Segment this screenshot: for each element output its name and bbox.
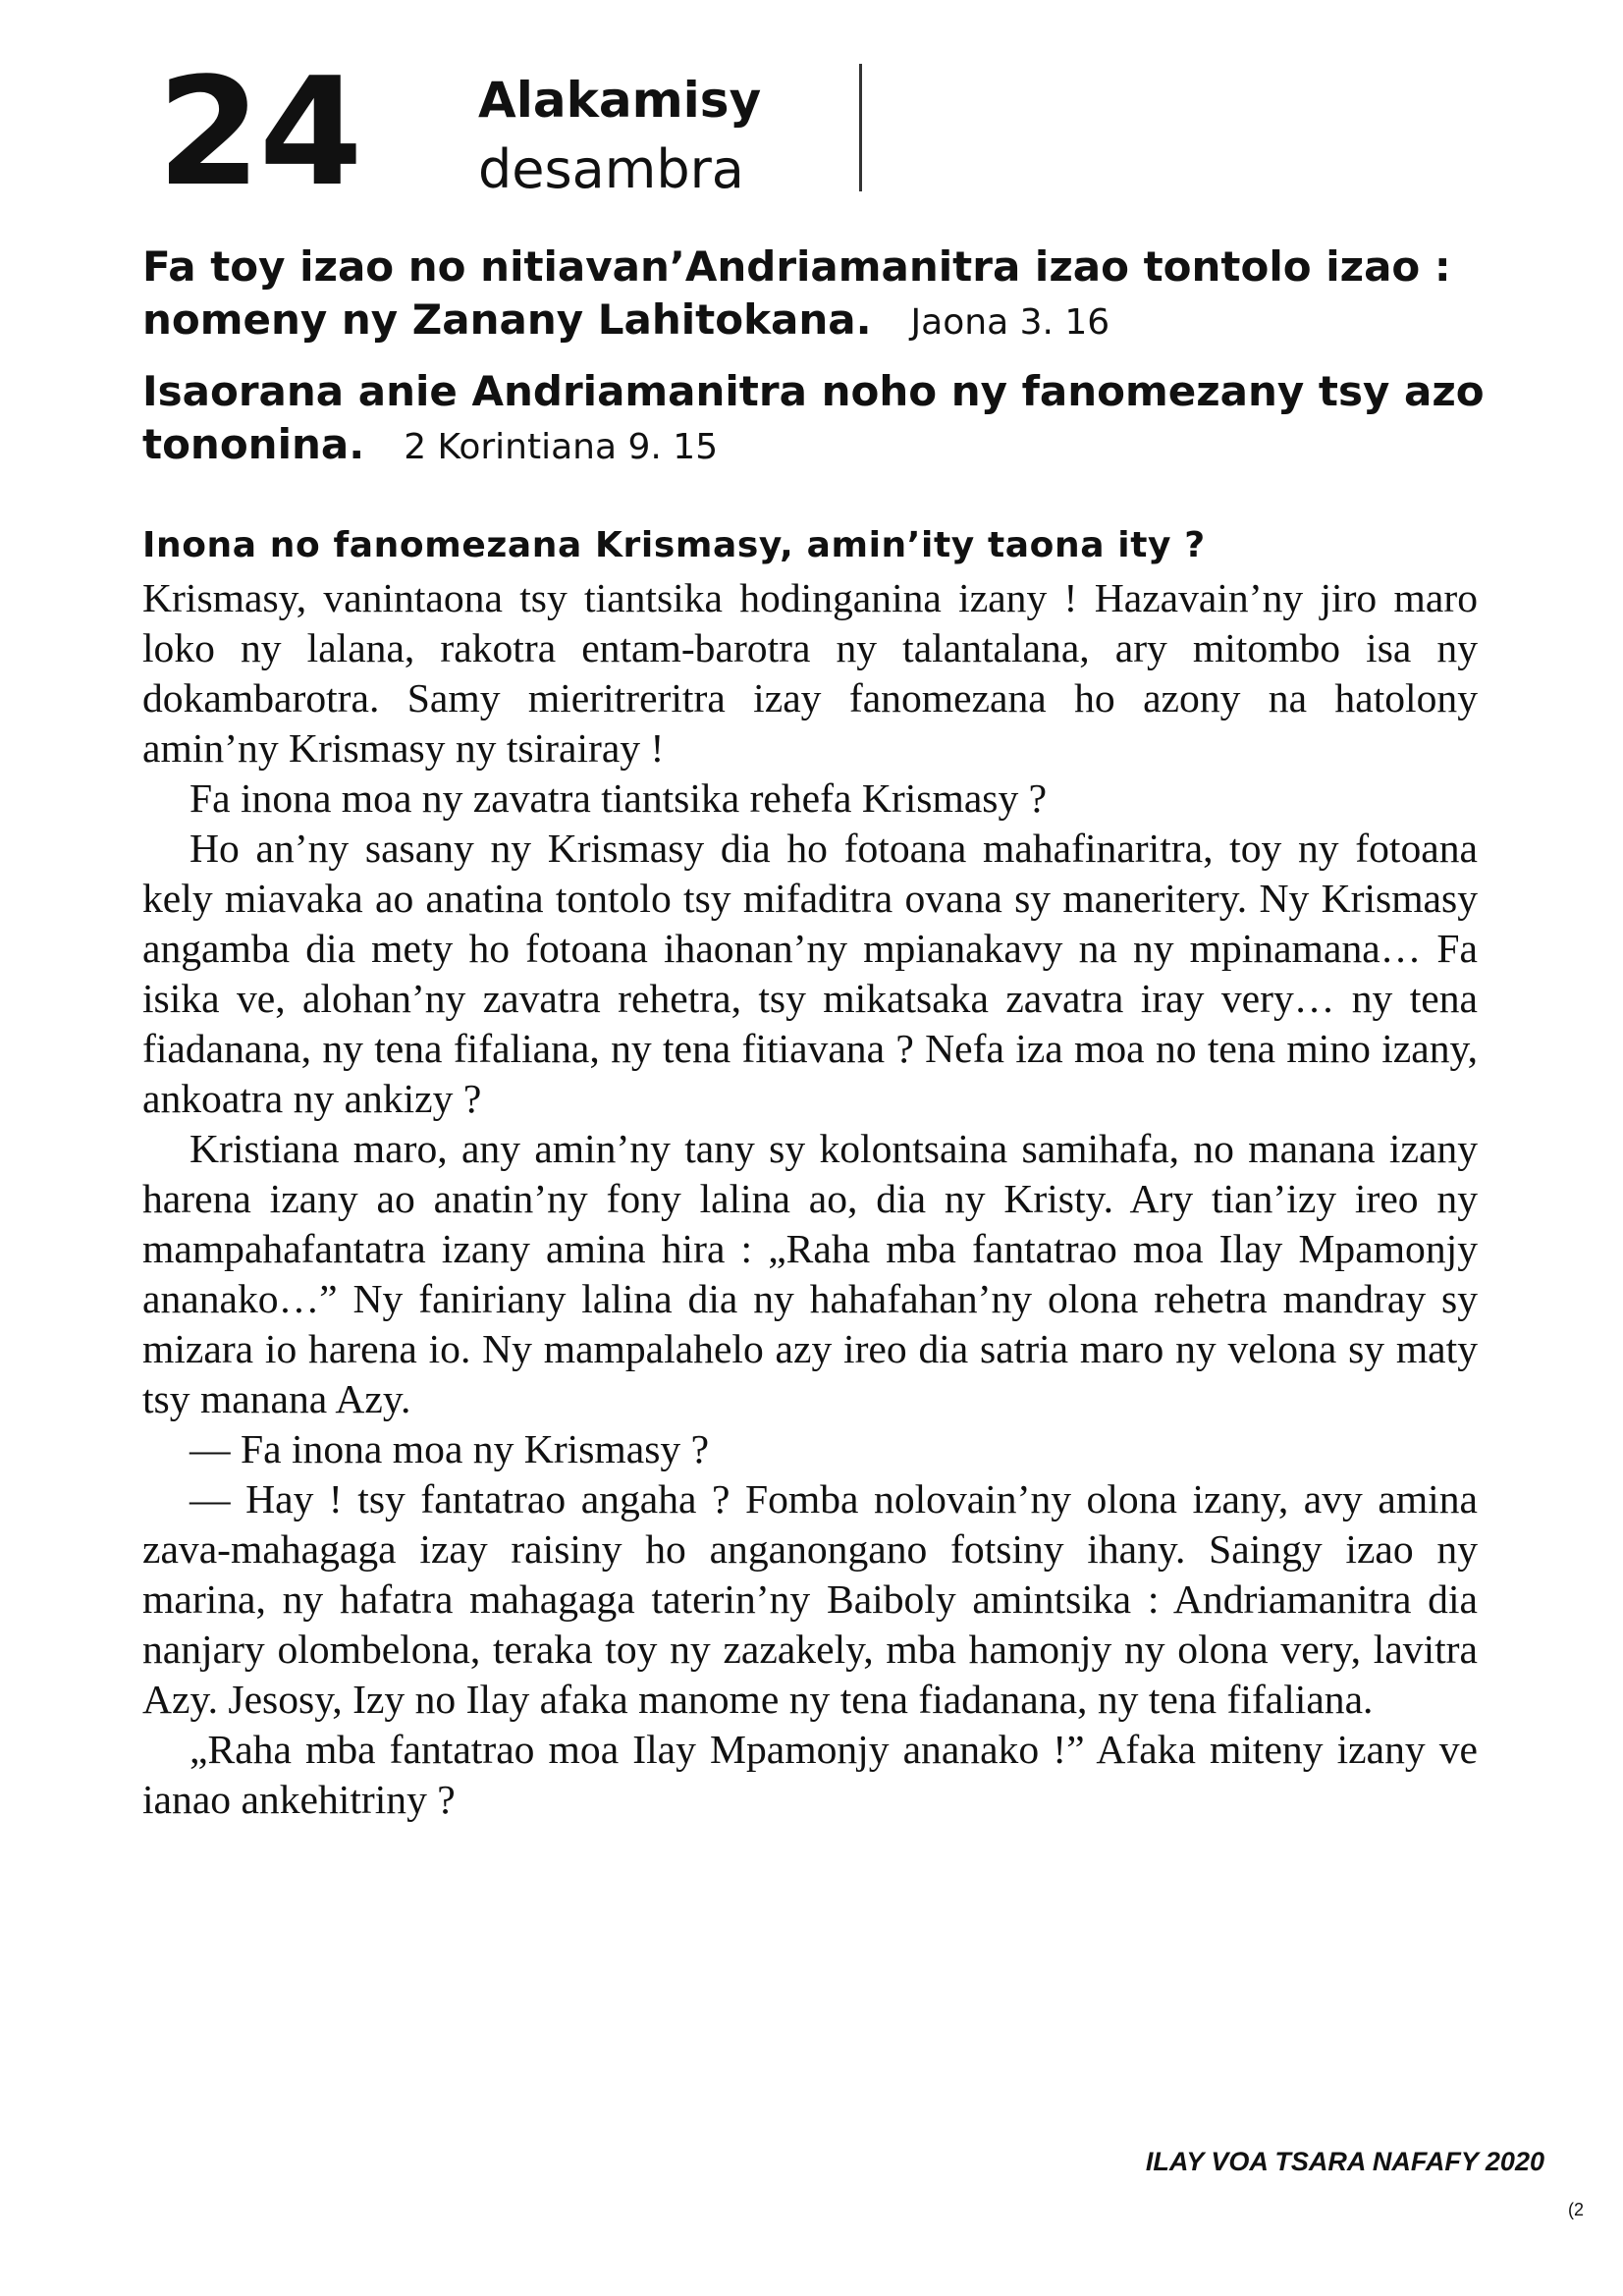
verse-2-reference: 2 Korintiana 9. 15 [404,427,719,467]
paragraph: Ho an’ny sasany ny Krismasy dia ho fotoana mahafinaritra, toy ny fotoana kely miavaka ao anatina tontolo tsy mifaditra ovana sy maneritery. Ny Krismasy angamba dia mety ho fotoana ihaonan’ny mpianakavy na ny mpinamana… Fa isika ve, alohan’ny zavatra rehetra, tsy mikatsaka zavatra iray very… ny tena fiadanana, ny tena fifaliana, ny tena fitiavana ? Nefa iza moa no tena mino izany, ankoatra ny ankizy ? [142,826,1478,1121]
verse-1 [142,240,1488,349]
dialogue-line: — Fa inona moa ny Krismasy ? [189,1426,710,1471]
verse-1-text: Fa toy izao no nitiavan’Andriamanitra izao tontolo izao : nomeny ny Zanany Lahitokana. [142,242,1451,344]
header-divider [859,64,862,191]
month: desambra [478,138,744,200]
paragraph: Fa inona moa ny zavatra tiantsika rehefa Krismasy ? [189,775,1048,821]
verse-1-reference: Jaona 3. 16 [910,302,1110,343]
weekday: Alakamisy [478,72,762,129]
bible-verses [142,240,1488,490]
verse-2-text: Isaorana anie Andriamanitra noho ny fanomezany tsy azo tononina. [142,367,1485,468]
day-number: 24 [157,45,361,219]
date-header [157,45,1041,219]
paragraph: Krismasy, vanintaona tsy tiantsika hodinganina izany ! Hazavain’ny jiro maro loko ny lalana, rakotra entam-barotra ny talantalana, ary mitombo isa ny dokambarotra. Samy mieritreritra izay fanomezana ho azony na hatolony amin’ny Krismasy ny tsirairay ! [142,575,1478,771]
verse-2 [142,365,1488,474]
paragraph: „Raha mba fantatrao moa Ilay Mpamonjy ananako !” Afaka miteny izany ve ianao ankehitriny ? [142,1727,1478,1822]
devotional-article [142,520,1478,1825]
paragraph: Kristiana maro, any amin’ny tany sy kolontsaina samihafa, no manana izany harena izany ao anatin’ny fony lalina ao, dia ny Kristy. Ary tian’izy ireo ny mampahafantatra izany amina hira : „Raha mba fantatrao moa Ilay Mpamonjy ananako…” Ny faniriany lalina dia ny hahafahan’ny olona rehetra mandray sy mizara io harena io. Ny mampalahelo azy ireo dia satria maro ny velona sy maty tsy manana Azy. [142,1126,1478,1421]
footer-title: ILAY VOA TSARA NAFAFY 2020 [1145,2147,1544,2176]
article-heading: Inona no fanomezana Krismasy, amin’ity taona ity ? [142,525,1206,565]
page-number: (2 [1567,2200,1584,2219]
dialogue-line: — Hay ! tsy fantatrao angaha ? Fomba nolovain’ny olona izany, avy amina zava-mahagaga izay raisiny ho anganongano fotsiny ihany. Saingy izao ny marina, ny hafatra mahagaga taterin’ny Baiboly amintsika : Andriamanitra dia nanjary olombelona, teraka toy ny zazakely, mba hamonjy ny olona very, lavitra Azy. Jesosy, Izy no Ilay afaka manome ny tena fiadanana, ny tena fifaliana. [142,1476,1478,1722]
